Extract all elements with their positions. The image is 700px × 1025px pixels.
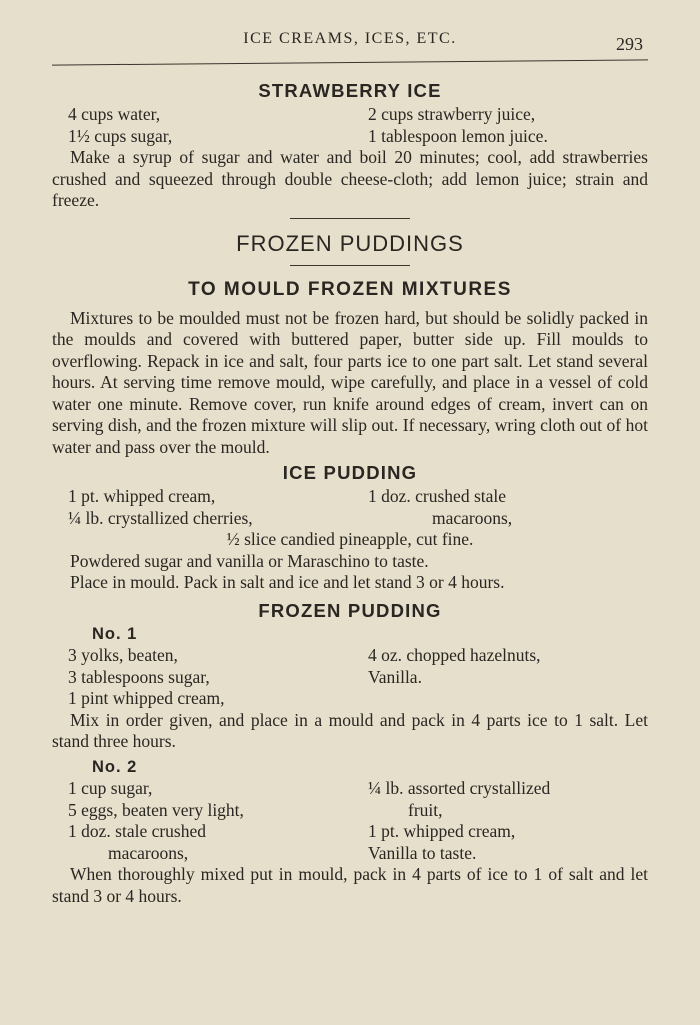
ingredient: 4 cups water, — [68, 104, 161, 124]
ice-pudding-directions: Place in mould. Pack in salt and ice and let stand 3 or 4 hours. — [70, 572, 505, 592]
variant-label-no2: No. 2 — [92, 757, 138, 776]
ingredient: 1 tablespoon lemon juice. — [368, 125, 548, 146]
page-content — [52, 78, 648, 907]
frozen-pudding-title: FROZEN PUDDING — [258, 599, 442, 621]
ingredient: 1 pt. whipped cream, — [368, 821, 516, 841]
ingredient: ¼ lb. crystallized cherries, — [68, 507, 253, 528]
ingredient: 1 pt. whipped cream, — [68, 486, 216, 506]
ingredient: 2 cups strawberry juice, — [368, 104, 536, 124]
ingredient: macaroons, — [432, 507, 513, 528]
frozen-pudding-no1-ingredients — [52, 645, 648, 710]
ingredient: 3 tablespoons sugar, — [68, 666, 210, 687]
ice-pudding-ingredients — [52, 486, 648, 529]
page-number: 293 — [616, 34, 643, 54]
divider-rule — [290, 265, 410, 266]
ingredient: Powdered sugar and vanilla or Maraschino to taste. — [70, 550, 429, 571]
header-rule — [52, 59, 648, 65]
ice-pudding-title: ICE PUDDING — [282, 462, 418, 483]
frozen-pudding-no2-ingredients — [52, 778, 648, 864]
frozen-pudding-no1-directions: Mix in order given, and place in a mould and pack in 4 parts ice to 1 salt. Let stand three hours. — [52, 709, 648, 751]
ingredient: 5 eggs, beaten very light, — [68, 799, 244, 820]
ingredient: macaroons, — [108, 842, 189, 863]
ingredient: Vanilla to taste. — [368, 842, 477, 863]
strawberry-ice-directions: Make a syrup of sugar and water and boil 20 minutes; cool, add strawberries crushed and squeezed through double cheese-cloth; add lemon juice; strain and freeze. — [52, 147, 648, 210]
strawberry-ice-title: STRAWBERRY ICE — [258, 80, 442, 101]
ingredient: fruit, — [408, 799, 443, 820]
ingredient: 1½ cups sugar, — [68, 125, 173, 146]
strawberry-ice-ingredients — [52, 104, 648, 147]
ingredient: ½ slice candied pineapple, cut fine. — [226, 529, 474, 549]
ingredient: 1 pint whipped cream, — [68, 688, 225, 708]
divider-rule — [290, 218, 410, 219]
ingredient: Vanilla. — [368, 666, 422, 687]
ingredient: 1 doz. crushed stale — [368, 486, 507, 506]
ingredient: ¼ lb. assorted crystallized — [368, 778, 551, 798]
ingredient: 4 oz. chopped hazelnuts, — [368, 645, 541, 665]
mould-directions: Mixtures to be moulded must not be frozen hard, but should be solidly packed in the moulds and covered with buttered paper, butter side up. Fill moulds to overflowing. Repack in ice and salt, four parts ice to one part salt. Let stand several hours. At serving time remove mould, wipe carefully, and place in a vessel of cold water one minute. Remove cover, run knife around edges of cream, invert can on serving dish, and the frozen mixture will slip out. If necessary, wring cloth out of hot water and pass over the mould. — [52, 307, 648, 457]
ingredient: 1 doz. stale crushed — [68, 821, 207, 841]
ingredient: 3 yolks, beaten, — [68, 645, 178, 665]
mould-title: TO MOULD FROZEN MIXTURES — [188, 278, 512, 300]
variant-label-no1: No. 1 — [92, 624, 138, 643]
frozen-pudding-no2-directions: When thoroughly mixed put in mould, pack in 4 parts of ice to 1 of salt and let stand 3 or 4 hours. — [52, 864, 648, 906]
running-title: ICE CREAMS, ICES, ETC. — [243, 30, 457, 47]
frozen-puddings-title: FROZEN PUDDINGS — [236, 230, 464, 256]
ingredient: 1 cup sugar, — [68, 778, 153, 798]
